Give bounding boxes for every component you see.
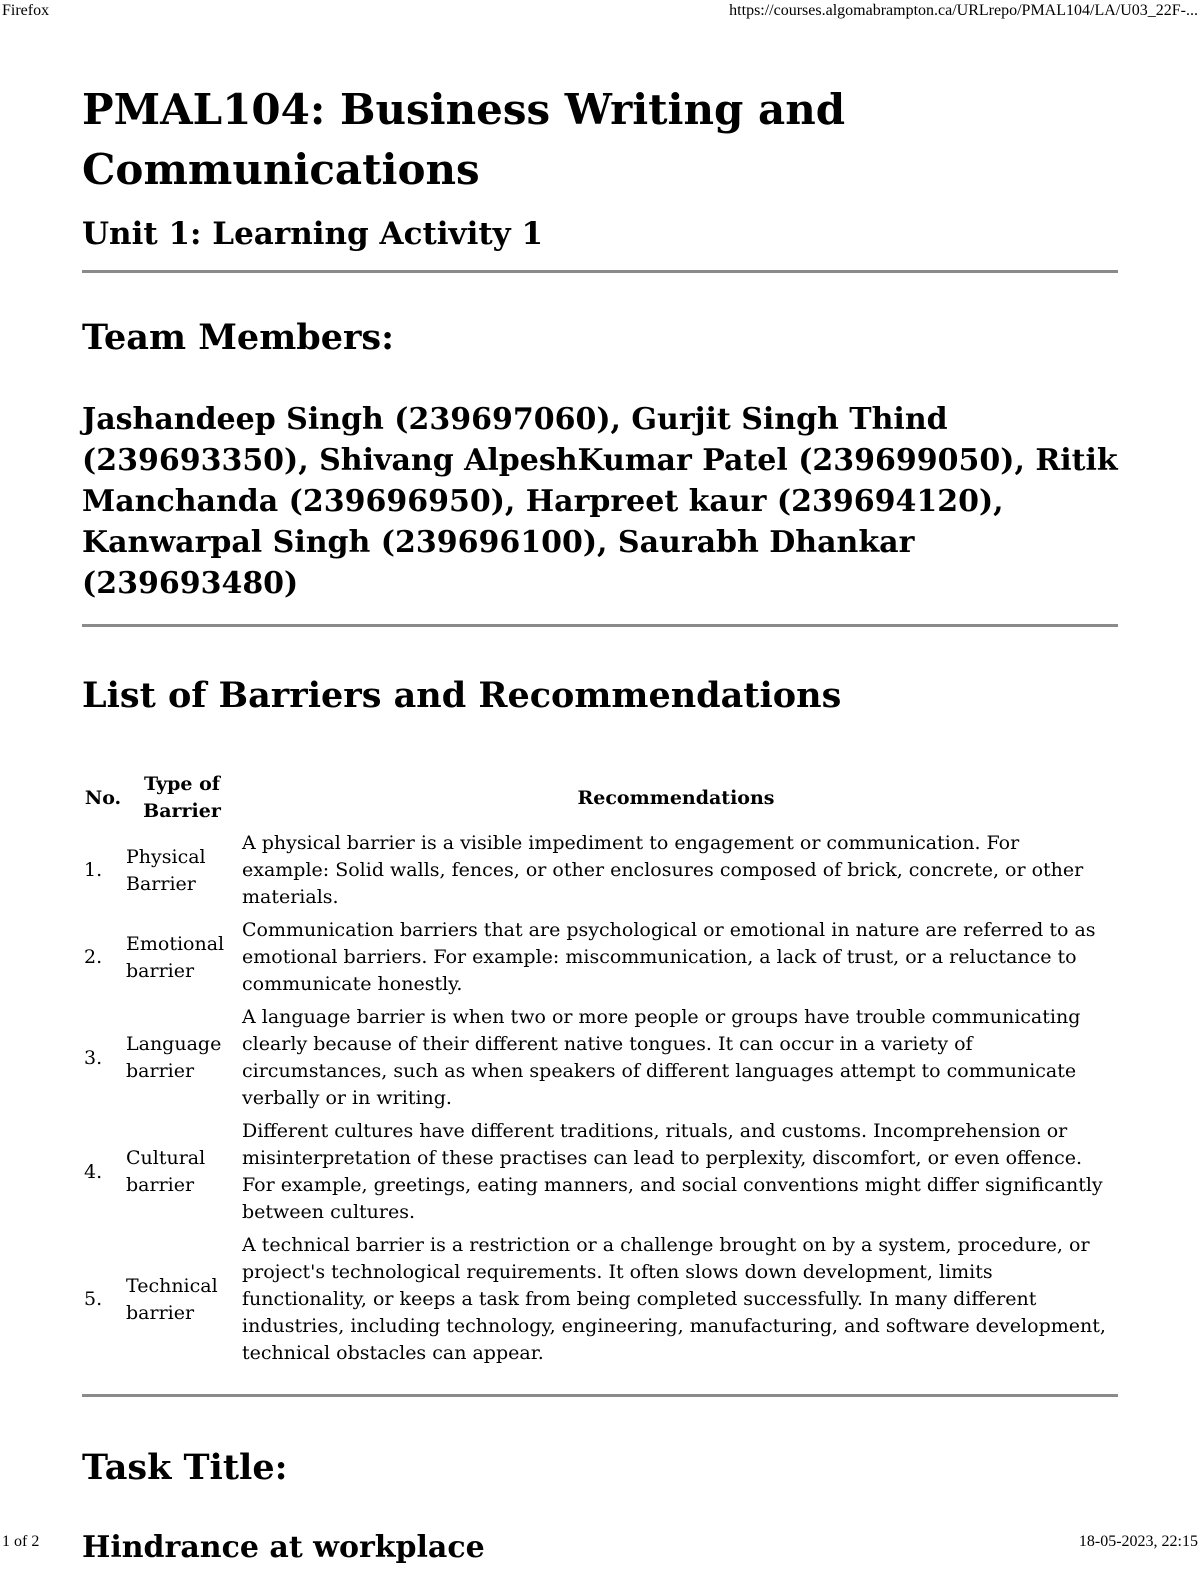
recommendation-text: A technical barrier is a restriction or a challenge brought on by a system, procedure, or project's technological requirements. It often slows down development, limits functionality, or keeps a task from being completed successfully. In many different industries, including technology, engineering, manufacturing, and software development, technical obstacles can appear. [242,1234,1106,1364]
table-row [82,914,1112,1001]
print-header [2,2,1198,24]
unit-title: Unit 1: Learning Activity 1 [82,216,544,252]
table-row [82,827,1112,914]
divider [82,624,1118,627]
row-number: 5. [84,1288,103,1310]
barrier-type: Physical Barrier [126,845,206,895]
row-number: 2. [84,946,103,968]
row-number: 1. [84,859,103,881]
task-title: Hindrance at workplace [82,1530,485,1565]
table-row [82,1001,1112,1115]
page-number: 1 of 2 [2,1533,40,1550]
team-members: Jashandeep Singh (239697060), Gurjit Singh Thind (239693350), Shivang AlpeshKumar Patel (239699050), Ritik Manchanda (239696950), Harpreet kaur (239694120), Kanwarpal Singh (239696100), Saurabh Dhankar (239693480) [82,402,1118,601]
recommendation-text: Communication barriers that are psychological or emotional in nature are referred to as emotional barriers. For example: miscommunication, a lack of trust, or a reluctance to communicate honestly. [242,919,1096,995]
divider [82,1394,1118,1397]
barrier-type: Language barrier [126,1033,222,1082]
barrier-type: Cultural barrier [126,1147,206,1196]
page-url: https://courses.algomabrampton.ca/URLrepo/PMAL104/LA/U03_22F-... [729,2,1198,19]
table-row [82,1229,1112,1370]
table-header-row [82,769,1112,827]
column-header-no: No. [84,786,122,809]
recommendation-text: A physical barrier is a visible impediment to engagement or communication. For example: Solid walls, fences, or other enclosures composed of brick, concrete, or other materials. [242,832,1084,908]
table-row [82,1115,1112,1229]
row-number: 4. [84,1160,103,1183]
barrier-type: Emotional barrier [126,932,225,982]
browser-name: Firefox [2,2,50,19]
barriers-heading: List of Barriers and Recommendations [82,675,842,716]
recommendation-text: A language barrier is when two or more people or groups have trouble communicating clearly because of their different native tongues. It can occur in a variety of circumstances, such as when speakers of different languages attempt to communicate verbally or in writing. [242,1006,1081,1109]
print-datetime: 18-05-2023, 22:15 [1078,1533,1198,1550]
divider [82,270,1118,273]
row-number: 3. [84,1046,103,1069]
print-footer [2,1529,1198,1551]
recommendation-text: Different cultures have different traditions, rituals, and customs. Incomprehension or misinterpretation of these practises can lead to perplexity, discomfort, or even offence. For example, greetings, eating manners, and social conventions might differ significantly between cultures. [242,1120,1103,1223]
barrier-type: Technical barrier [126,1274,218,1324]
task-heading: Task Title: [82,1447,288,1488]
team-heading: Team Members: [82,317,395,358]
document-body [82,80,1118,1569]
column-header-recommendations: Recommendations [577,786,775,809]
barriers-table [82,769,1112,1370]
course-title: PMAL104: Business Writing and Communications [82,85,846,194]
column-header-type: Type of Barrier [143,773,221,822]
